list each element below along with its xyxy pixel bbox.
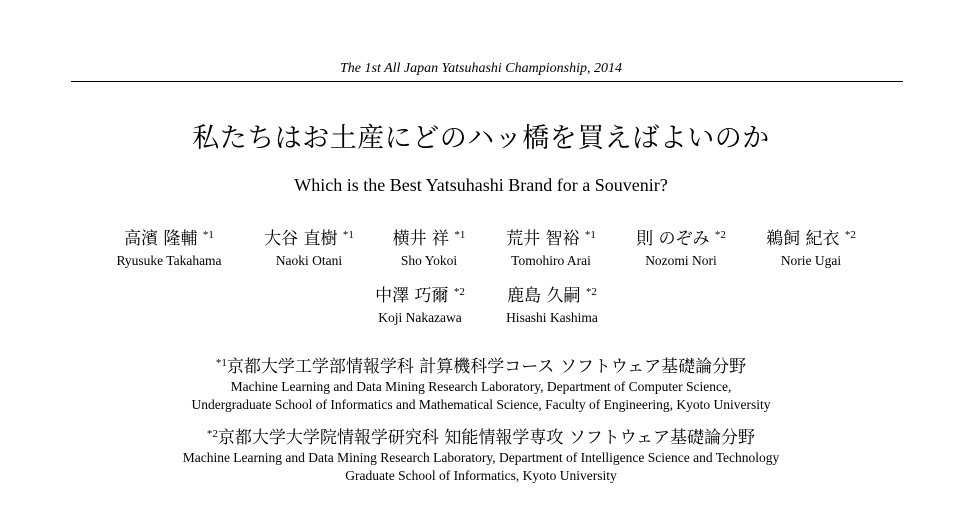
paper-title-japanese: 私たちはお土産にどのハッ橋を買えばよいのか bbox=[192, 123, 770, 154]
running-header: The 1st All Japan Yatsuhashi Championship, 2014 bbox=[340, 61, 622, 76]
affiliation-2 bbox=[0, 427, 962, 485]
author-name-en: Ryusuke Takahama bbox=[116, 253, 222, 268]
author-hisashi-kashima bbox=[477, 285, 627, 327]
author-ryusuke-takahama bbox=[94, 228, 244, 270]
affiliation-mark: *2 bbox=[453, 286, 465, 298]
affiliation-name-ja: $^{*2}$京都大学大学院情報学研究科 知能情報学専攻 ソフトウェア基礎論分野 bbox=[206, 428, 756, 448]
author-nozomi-nori bbox=[606, 228, 756, 270]
author-name-en: Sho Yokoi bbox=[400, 253, 458, 268]
affiliation-name-ja: $^{*1}$京都大学工学部情報学科 計算機科学コース ソフトウェア基礎論分野 bbox=[215, 357, 747, 377]
affiliation-mark: *1 bbox=[202, 229, 214, 241]
paper-title-english: Which is the Best Yatsuhashi Brand for a Souvenir? bbox=[294, 175, 668, 195]
author-name-en: Naoki Otani bbox=[275, 253, 343, 268]
author-koji-nakazawa bbox=[345, 285, 495, 327]
affiliation-mark: *1 bbox=[584, 229, 596, 241]
author-tomohiro-arai bbox=[476, 228, 626, 270]
author-name-ja: 中澤 巧爾 $^{*2}$ bbox=[375, 286, 465, 306]
affiliation-mark: *1 bbox=[215, 357, 227, 369]
affiliation-mark: *2 bbox=[206, 428, 218, 440]
author-name-en: Koji Nakazawa bbox=[378, 310, 462, 325]
affiliation-1 bbox=[0, 356, 962, 414]
author-name-ja: 大谷 直樹 $^{*1}$ bbox=[264, 229, 354, 249]
affiliation-name-en-line1: Machine Learning and Data Mining Research Laboratory, Department of Intelligence Science and Technology bbox=[182, 450, 780, 465]
affiliation-name-en-line2: Graduate School of Informatics, Kyoto University bbox=[345, 468, 617, 483]
affiliation-mark: *1 bbox=[454, 229, 466, 241]
affiliation-name-en-line1: Machine Learning and Data Mining Research Laboratory, Department of Computer Science, bbox=[230, 379, 732, 394]
author-name-en: Norie Ugai bbox=[780, 253, 842, 268]
author-name-en: Tomohiro Arai bbox=[511, 253, 591, 268]
author-norie-ugai bbox=[736, 228, 886, 270]
affiliation-mark: *1 bbox=[342, 229, 354, 241]
affiliation-mark: *2 bbox=[844, 229, 856, 241]
author-name-ja: 高濱 隆輔 $^{*1}$ bbox=[124, 229, 214, 249]
author-name-ja: 横井 祥 $^{*1}$ bbox=[392, 229, 466, 249]
affiliation-name-en-line2: Undergraduate School of Informatics and Mathematical Science, Faculty of Engineering, Kyoto University bbox=[191, 397, 771, 412]
header-rule bbox=[71, 81, 903, 82]
author-name-ja: 荒井 智裕 $^{*1}$ bbox=[506, 229, 596, 249]
affiliation-mark: *2 bbox=[585, 286, 597, 298]
author-name-en: Nozomi Nori bbox=[645, 253, 717, 268]
author-name-ja: 則 のぞみ $^{*2}$ bbox=[636, 229, 726, 249]
affiliation-mark: *2 bbox=[714, 229, 726, 241]
author-name-ja: 鵜飼 紀衣 $^{*2}$ bbox=[766, 229, 856, 249]
author-name-ja: 鹿島 久嗣 $^{*2}$ bbox=[507, 286, 597, 306]
author-name-en: Hisashi Kashima bbox=[506, 310, 598, 325]
